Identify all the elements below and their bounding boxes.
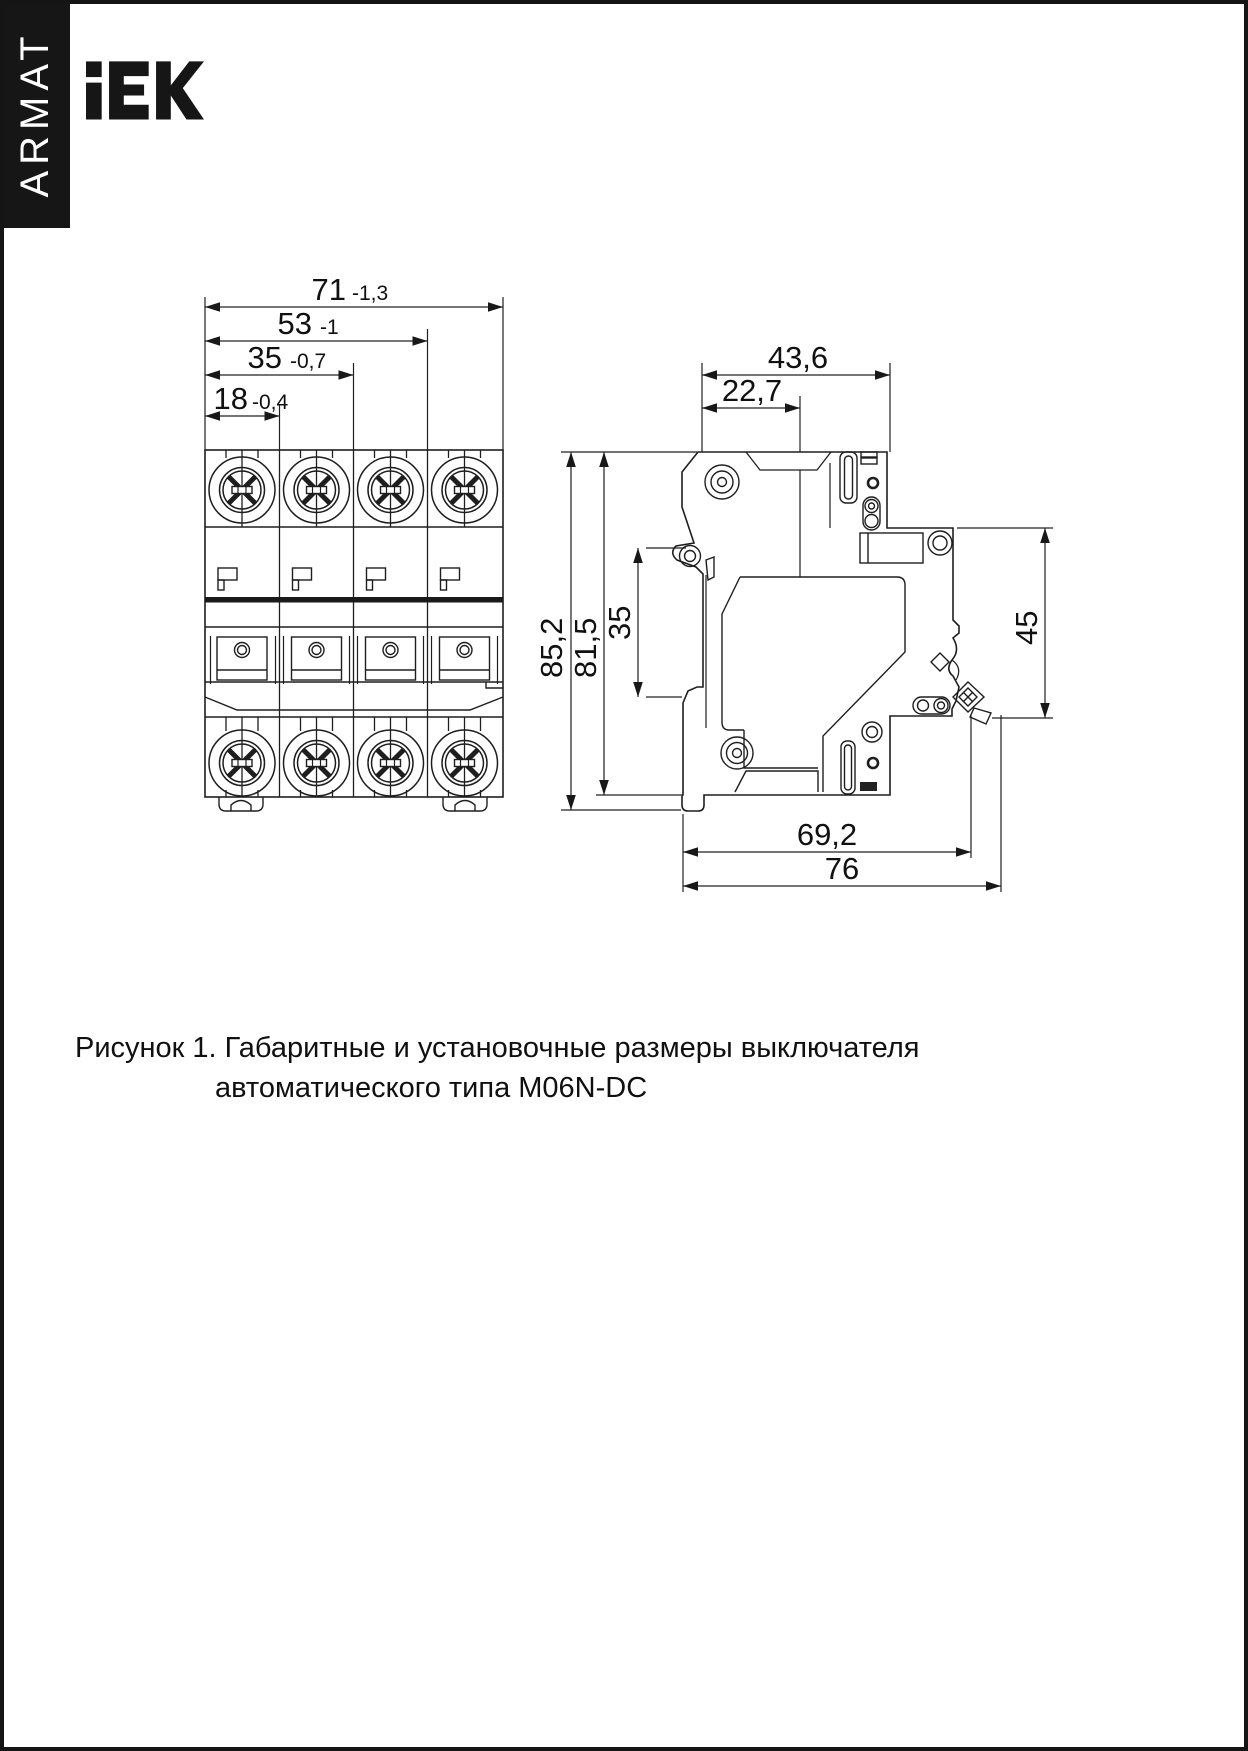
dim-width-35: 35 <box>247 340 282 375</box>
figure-caption <box>75 1028 975 1108</box>
dim-front-width: 22,7 <box>721 373 783 408</box>
top-recess <box>746 452 831 470</box>
mounting-feet <box>219 797 487 811</box>
dim-depth-body: 69,2 <box>796 817 858 852</box>
brand-strip-label: ARMAT <box>12 30 57 198</box>
dim-body-height: 81,5 <box>568 617 603 678</box>
side-view-arrows <box>566 370 1050 891</box>
dim-din-rail-height: 45 <box>1009 610 1044 645</box>
case-rivets <box>705 465 952 769</box>
din-clip-clamp <box>952 660 991 724</box>
dim-width-35-tol: -0,7 <box>290 350 327 373</box>
toggle-tie-bar <box>205 597 503 603</box>
front-view-dim-labels <box>214 272 389 416</box>
toggle-levers <box>218 568 460 590</box>
dim-width-71: 71 <box>311 272 346 307</box>
side-view-dim-labels <box>534 340 1044 886</box>
side-silhouette <box>673 452 959 811</box>
dim-width-53: 53 <box>277 306 312 341</box>
top-din-claw <box>840 452 880 530</box>
dim-mount-spacing: 35 <box>602 605 637 640</box>
front-view <box>205 450 503 811</box>
dim-width-18: 18 <box>213 381 248 416</box>
bottom-din-area <box>841 697 950 794</box>
figure-caption-line2: автоматического типа М06N-DC <box>215 1072 648 1104</box>
dim-overall-width: 43,6 <box>767 340 829 375</box>
dim-width-71-tol: -1,3 <box>352 282 389 305</box>
dim-overall-depth: 76 <box>824 851 860 886</box>
dim-width-53-tol: -1 <box>320 316 339 339</box>
side-view <box>673 452 991 811</box>
figure-caption-line1: Рисунок 1. Габаритные и установочные размеры выключателя <box>75 1032 920 1064</box>
dim-width-18-tol: -0,4 <box>252 391 289 414</box>
back-terminal-opening <box>860 533 923 563</box>
dim-overall-height: 85,2 <box>534 617 569 678</box>
square-hole <box>931 653 949 671</box>
